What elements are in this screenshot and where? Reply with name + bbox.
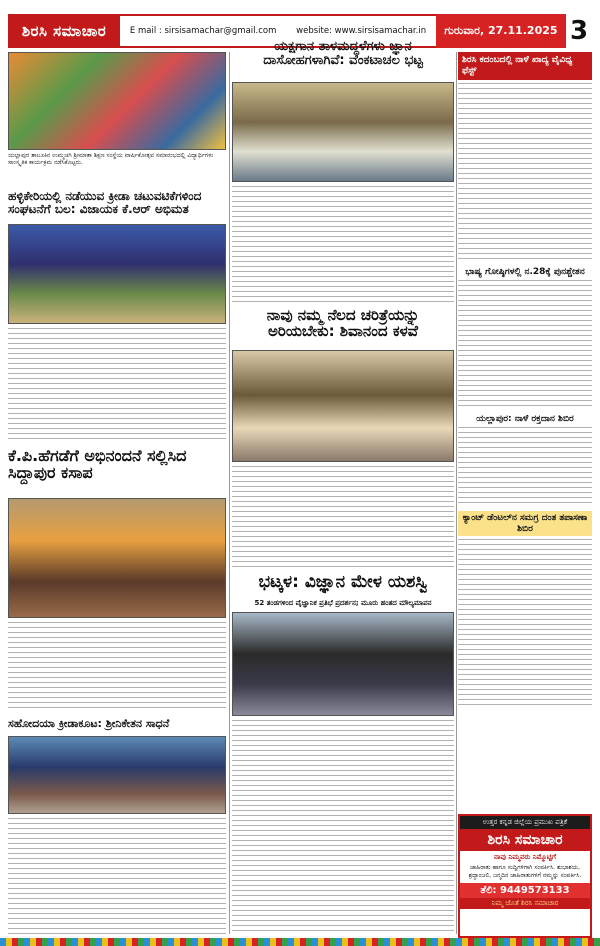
- column-divider-right: [456, 52, 457, 934]
- ad-top-line: ಉತ್ತರ ಕನ್ನಡ ಜಿಲ್ಲೆಯ ಪ್ರಮುಖ ಪತ್ರಿಕೆ: [460, 816, 590, 829]
- history-photo: [232, 350, 454, 462]
- side-subhead-1: ಭಾಷ್ಯ ಗೋಷ್ಠಿಗಳಲ್ಲಿ ನ.28ಕ್ಕೆ ಪುನಶ್ಚೇತನ: [465, 266, 585, 277]
- kp-hegde-body: [8, 622, 226, 708]
- masthead-website: website: www.sirsisamachar.in: [296, 26, 427, 36]
- bhatkal-headline: ಭಟ್ಕಳ: ವಿಜ್ಞಾನ ಮೇಳ ಯಶಸ್ವಿ: [258, 572, 428, 592]
- history-headline: ನಾವು ನಮ್ಮ ನೆಲದ ಚರಿತ್ರೆಯನ್ನು ಅರಿಯಬೇಕು: ಶಿವಾನಂದ ಕಳವೆ: [266, 306, 420, 340]
- masthead-date: ಗುರುವಾರ, 27.11.2025: [436, 14, 566, 48]
- footer-color-strip: [0, 938, 600, 946]
- yakshagana-photo: [232, 82, 454, 182]
- side-body-3: [458, 427, 592, 507]
- masthead-logo: ಶಿರಸಿ ಸಮಾಚಾರ: [8, 14, 120, 48]
- newspaper-ad: [458, 814, 592, 938]
- hallikeri-body: [8, 328, 226, 440]
- side-subhead-2: ಯಲ್ಲಾಪುರ: ನಾಳೆ ರಕ್ತದಾನ ಶಿಬಿರ: [476, 413, 574, 424]
- bhatkal-body: [232, 720, 454, 934]
- bhatkal-subheadline: 52 ತಂಡಗಳಿಂದ ವೈಜ್ಞಾನಿಕ ಪ್ರತಿಭೆ ಪ್ರದರ್ಶನ; ಮೂರು ಹಂತದ ಮೌಲ್ಯಮಾಪನ: [254, 599, 432, 607]
- students-photo-caption: ಯಲ್ಲಾಪುರ ತಾಲೂಕಿನ ಉಮ್ಮಚಗಿ ಶ್ರೀಮಾತಾ ಶಿಕ್ಷಣ ಸಂಸ್ಥೆಯ ವಾರ್ಷಿಕೋತ್ಸವ ಸಮಾರಂಭದಲ್ಲಿ ವಿದ್ಯಾರ್ಥಿಗಳು ಸಾಂಸ್ಕೃತಿಕ ಕಾರ್ಯಕ್ರಮ ನಡೆಸಿಕೊಟ್ಟರು.: [8, 152, 214, 167]
- yakshagana-headline: ಯಕ್ಷಗಾನ ತಾಳಮದ್ದಳೆಗಳು ಜ್ಞಾನ ದಾಸೋಹಗಳಾಗಿವೆ: ವೆಂಕಟಾಚಲ ಭಟ್ಟ: [263, 39, 423, 68]
- page-number: 3: [566, 14, 592, 48]
- students-photo: [8, 52, 226, 150]
- kp-hegde-photo: [8, 498, 226, 618]
- science-fair-photo: [232, 612, 454, 716]
- sahodaya-headline: ಸಹೋದಯಾ ಕ್ರೀಡಾಕೂಟ: ಶ್ರೀನಿಕೇತನ ಸಾಧನೆ: [8, 717, 170, 730]
- hallikeri-headline: ಹಳ್ಳಿಕೇರಿಯಲ್ಲಿ ನಡೆಯುವ ಕ್ರೀಡಾ ಚಟುವಟಿಕೆಗಳಿಂದ ಸಂಘಟನೆಗೆ ಬಲ: ವಿಜಾಯಕ ಕೆ.ಆರ್ ಅಭಿಮತ: [8, 189, 202, 216]
- side-body-2: [458, 280, 592, 410]
- kp-hegde-headline: ಕೆ.ಪಿ.ಹೆಗಡೆಗೆ ಅಭಿನಂದನೆ ಸಲ್ಲಿಸಿದ ಸಿದ್ದಾಪುರ ಕಸಾಪ: [8, 446, 187, 482]
- sahodaya-photo: [8, 736, 226, 814]
- ad-footer: ನಿಮ್ಮ ಜೊತೆ ಶಿರಸಿ ಸಮಾಚಾರ: [460, 898, 590, 909]
- ad-tagline: ನಾವು ನಿಮ್ಮವರು ನಿಮ್ಮೊಟ್ಟಿಗೆ: [493, 853, 557, 861]
- yakshagana-body: [232, 186, 454, 302]
- column-divider-left: [229, 52, 230, 934]
- history-body: [232, 466, 454, 568]
- side-body-4: [458, 539, 592, 709]
- ad-logo: ಶಿರಸಿ ಸಮಾಚಾರ: [460, 829, 590, 851]
- side-column: [458, 52, 592, 709]
- ad-phone: ತೆಲಿ: 9449573133: [460, 883, 590, 898]
- sahodaya-body: [8, 818, 226, 934]
- side-subhead-3: ಕ್ಯಾಂಟ್ ಡೆಂಟಲ್‌ನ ಸಮಗ್ರ ದಂತ ತಪಾಸಣಾ ಶಿಬಿರ: [458, 511, 592, 536]
- side-headline: ಶಿರಸಿ ಕದಂಬದಲ್ಲಿ ನಾಳೆ ಖಾದ್ಯ ವೈವಿಧ್ಯ ಫೆಸ್ಟ್: [458, 52, 592, 80]
- masthead-email: E mail : sirsisamachar@gmail.com: [129, 26, 277, 36]
- side-body-1: [458, 83, 592, 263]
- ad-body: ಜಾಹಿರಾತು ಹಾಗೂ ಸುದ್ದಿಗಳಿಗಾಗಿ ಸಂಪರ್ಕಿಸಿ. ಶುಭಾಶಯ, ಶ್ರದ್ಧಾಂಜಲಿ, ಜನ್ಮದಿನ ಜಾಹಿರಾತುಗಳಿಗೆ ನಮ್ಮನ್ನು ಸಂಪರ್ಕಿಸಿ.: [468, 864, 582, 879]
- sports-meet-photo: [8, 224, 226, 324]
